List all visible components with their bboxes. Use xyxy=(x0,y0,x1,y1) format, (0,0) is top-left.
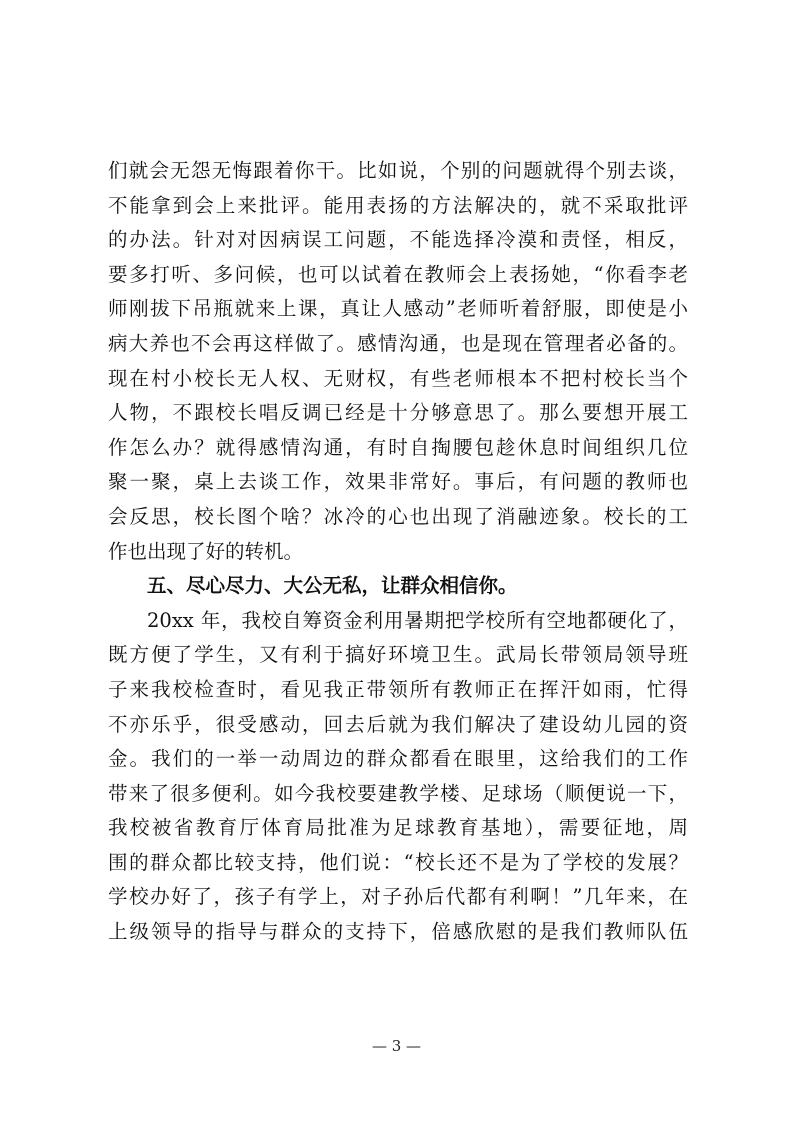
paragraph-line: 带来了很多便利。如今我校要建教学楼、足球场（顺便说一下， xyxy=(108,781,688,805)
paragraph-line: 围的群众都比较支持，他们说：“校长还不是为了学校的发展？ xyxy=(108,850,688,874)
paragraph-line: 作怎么办？就得感情沟通，有时自掏腰包趁休息时间组织几位 xyxy=(108,435,688,459)
paragraph-line: 既方便了学生，又有利于搞好环境卫生。武局长带领局领导班 xyxy=(108,643,688,667)
page-number: — 3 — xyxy=(371,1037,422,1055)
paragraph-line: 20xx 年，我校自筹资金利用暑期把学校所有空地都硬化了， xyxy=(147,608,688,632)
paragraph-line: 们就会无怨无悔跟着你干。比如说，个别的问题就得个别去谈， xyxy=(108,159,688,182)
paragraph-line: 聚一聚，桌上去谈工作，效果非常好。事后，有问题的教师也 xyxy=(108,470,688,494)
paragraph-line: 不亦乐乎，很受感动，回去后就为我们解决了建设幼儿园的资 xyxy=(108,712,688,736)
paragraph-line: 会反思，校长图个啥？冰冷的心也出现了消融迹象。校长的工 xyxy=(108,504,688,528)
paragraph-line: 子来我校检查时，看见我正带领所有教师正在挥汗如雨，忙得 xyxy=(108,677,688,701)
paragraph-line: 病大养也不会再这样做了。感情沟通，也是现在管理者必备的。 xyxy=(108,331,688,355)
paragraph-line: 学校办好了，孩子有学上，对子孙后代都有利啊！”几年来，在 xyxy=(108,885,688,909)
paragraph-line: 我校被省教育厅体育局批准为足球教育基地），需要征地，周 xyxy=(108,816,688,840)
paragraph-line: 不能拿到会上来批评。能用表扬的方法解决的，就不采取批评 xyxy=(108,193,688,217)
paragraph-line: 要多打听、多问候，也可以试着在教师会上表扬她，“你看李老 xyxy=(108,262,688,286)
paragraph-line: 的办法。针对对因病误工问题，不能选择冷漠和责怪，相反， xyxy=(108,228,688,252)
paragraph-line: 现在村小校长无人权、无财权，有些老师根本不把村校长当个 xyxy=(108,366,688,390)
paragraph-line: 金。我们的一举一动周边的群众都看在眼里，这给我们的工作 xyxy=(108,747,688,771)
paragraph-line: 师刚拔下吊瓶就来上课，真让人感动”老师听着舒服，即使是小 xyxy=(108,297,688,321)
paragraph-line: 上级领导的指导与群众的支持下，倍感欣慰的是我们教师队伍 xyxy=(108,920,688,944)
section-heading: 五、尽心尽力、大公无私，让群众相信你。 xyxy=(147,574,518,598)
paragraph-line: 作也出现了好的转机。 xyxy=(108,539,304,563)
body-text xyxy=(108,154,688,950)
paragraph-line: 人物，不跟校长唱反调已经是十分够意思了。那么要想开展工 xyxy=(108,401,688,425)
